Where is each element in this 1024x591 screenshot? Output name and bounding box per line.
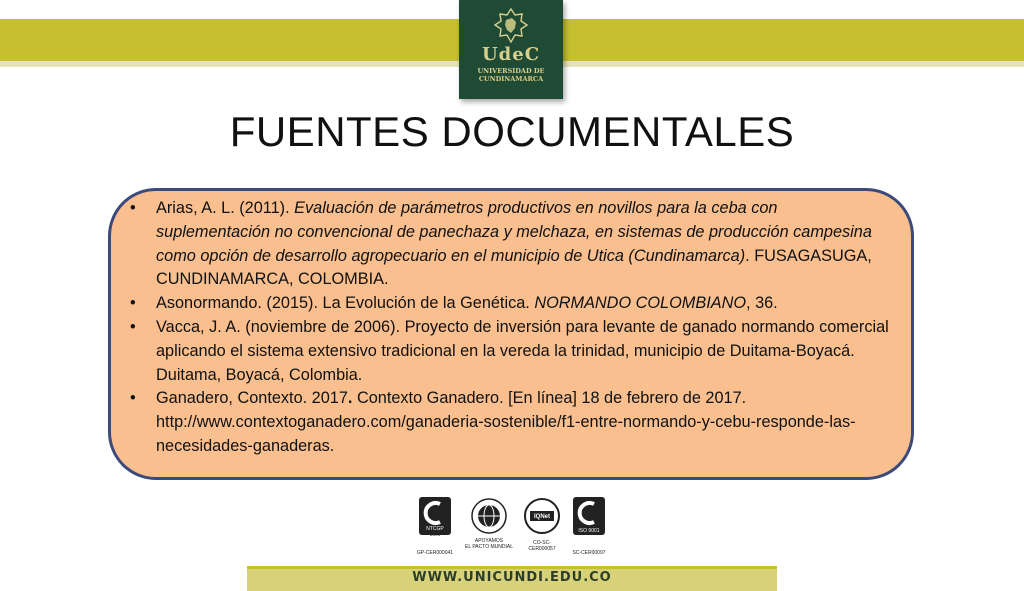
cert-iqnet: IQNet CO-SC-CER000057 [522,496,562,558]
cert-iso9001: ISO 9001 SC-CER00097 [570,496,608,558]
global-compact-icon [464,496,514,536]
reference-item: • Ganadero, Contexto. 2017. Contexto Ganadero. [En línea] 18 de febrero de 2017. http://www.contextoganadero.com/ganaderia-sostenible/f1-entre-normando-y-cebu-responde-las-necesidades-ganaderas. [130,389,856,455]
cert-global-compact: APOYAMOS EL PACTO MUNDIAL [464,496,514,558]
reference-item: • Asonormando. (2015). La Evolución de la Genética. NORMANDO COLOMBIANO, 36. [130,292,890,316]
bullet-icon: • [130,294,136,313]
slide-title: FUENTES DOCUMENTALES [229,108,795,155]
bullet-icon: • [130,389,136,408]
bullet-icon: • [130,199,136,217]
references-list [130,197,890,459]
logo-subtitle: UNIVERSIDAD DE CUNDINAMARCA [477,67,545,83]
logo-name: UdeC [481,44,541,65]
bullet-icon: • [130,317,136,336]
certifications-row [416,496,608,558]
cert-ntcgp: NTCGP 1000 GP-CER000041 [416,496,454,558]
footer-band-stripe [247,566,777,569]
reference-item: • Arias, A. L. (2011). Evaluación de parámetros productivos en novillos para la ceba con suplementación no convencional de panechaza y melchaza, en sistemas de producción campesina como opción de desarrollo agropecuario en el municipio de Utica (Cundinamarca). FUSAGASUGA, CUNDINAMARCA, COLOMBIA. [130,199,872,289]
reference-item: • Vacca, J. A. (noviembre de 2006). Proyecto de inversión para levante de ganado normando comercial aplicando el sistema extensivo tradicional en la vereda la trinidad, municipio de Duitama-Boyacá. Duitama, Boyacá, Colombia. [130,317,889,384]
colombia-map-emblem-icon [491,6,531,46]
footer-website-link[interactable]: WWW.UNICUNDI.EDU.CO [412,570,612,585]
university-logo[interactable] [459,0,563,99]
